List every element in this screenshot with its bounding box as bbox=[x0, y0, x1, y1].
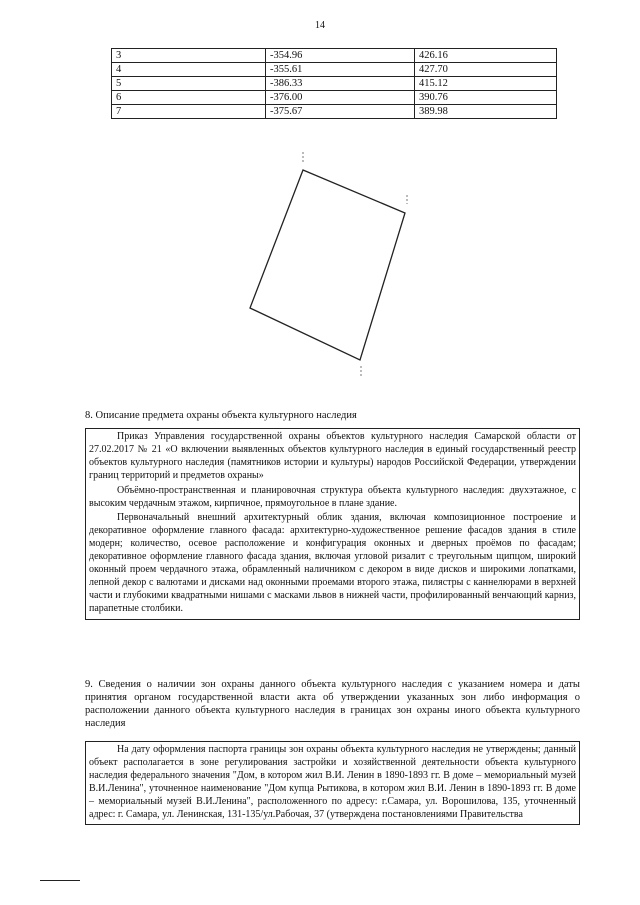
y-coordinate: 427.70 bbox=[415, 63, 557, 77]
coordinates-table bbox=[111, 48, 557, 119]
table-row bbox=[112, 105, 557, 119]
point-number: 6 bbox=[112, 91, 266, 105]
boundary-plan-drawing bbox=[235, 140, 435, 380]
y-coordinate: 389.98 bbox=[415, 105, 557, 119]
paragraph: Первоначальный внешний архитектурный облик здания, включая композиционное построение и декоративное оформление главного фасада: архитектурно-художественное решение фасадов здания в стиле модерн; количество, осевое расположение и конфигурация оконных и дверных проёмов по фасадам; декоративное оформление главного фасада здания, включая угловой ризалит с треугольным щипцом, широкий оконный проем чердачного этажа, обрамленный наличником с декором в виде дисков и широкими лопатками, лепной декор с валютами и дисками над оконными проемами второго этажа, пилястры с каннелюрами в верхней части и глубокими квадратными нишами с масками львов в нижней части, профилированный венчающий карниз, парапетные столбики. bbox=[89, 512, 576, 614]
footer-divider bbox=[40, 880, 80, 881]
building-outline bbox=[250, 170, 405, 360]
x-coordinate: -375.67 bbox=[266, 105, 415, 119]
section-8-content bbox=[85, 428, 580, 620]
point-number: 7 bbox=[112, 105, 266, 119]
paragraph: Объёмно-пространственная и планировочная структура объекта культурного наследия: двухэтажное, с высоким чердачным этажом, кирпичное, прямоугольное в плане здание. bbox=[89, 484, 576, 509]
table-row bbox=[112, 77, 557, 91]
section-8-heading: 8. Описание предмета охраны объекта культурного наследия bbox=[85, 410, 357, 421]
x-coordinate: -354.96 bbox=[266, 49, 415, 63]
y-coordinate: 426.16 bbox=[415, 49, 557, 63]
y-coordinate: 415.12 bbox=[415, 77, 557, 91]
x-coordinate: -376.00 bbox=[266, 91, 415, 105]
table-row bbox=[112, 63, 557, 77]
paragraph: На дату оформления паспорта границы зон охраны объекта культурного наследия не утверждены; данный объект располагается в зоне регулирования застройки и хозяйственной деятельности объекта культурного наследия федерального значения "Дом, в котором жил В.И. Ленин в 1890-1893 гг. В доме – мемориальный музей В.И.Ленина", уточненное наименование "Дом купца Рытикова, в котором жил В.И. Ленин в 1890-1893 гг. В доме – мемориальный музей В.И.Ленина", расположенного по адресу: г.Самара, ул. Ворошилова, 135, уточненный адрес: г. Самара, ул. Ленинская, 131-135/ул.Рабочая, 37 (утверждена постановлениями Правительства bbox=[89, 744, 576, 820]
page-number: 14 bbox=[315, 20, 325, 31]
y-coordinate: 390.76 bbox=[415, 91, 557, 105]
point-number: 5 bbox=[112, 77, 266, 91]
point-number: 3 bbox=[112, 49, 266, 63]
section-9-content bbox=[85, 741, 580, 825]
table-row bbox=[112, 49, 557, 63]
table-row bbox=[112, 91, 557, 105]
x-coordinate: -386.33 bbox=[266, 77, 415, 91]
x-coordinate: -355.61 bbox=[266, 63, 415, 77]
paragraph: Приказ Управления государственной охраны объектов культурного наследия Самарской области от 27.02.2017 № 21 «О включении выявленных объектов культурного наследия в единый государственный реестр объектов культурного наследия (памятников истории и культуры) народов Российской Федерации, утверждении границ территорий и предметов охраны» bbox=[89, 431, 576, 481]
section-9-heading: 9. Сведения о наличии зон охраны данного объекта культурного наследия с указанием номера и даты принятия органом государственной власти акта об утверждении указанных зон либо информация о расположении данного объекта культурного наследия в границах зон охраны иного объекта культурного наследия bbox=[85, 679, 580, 729]
point-number: 4 bbox=[112, 63, 266, 77]
